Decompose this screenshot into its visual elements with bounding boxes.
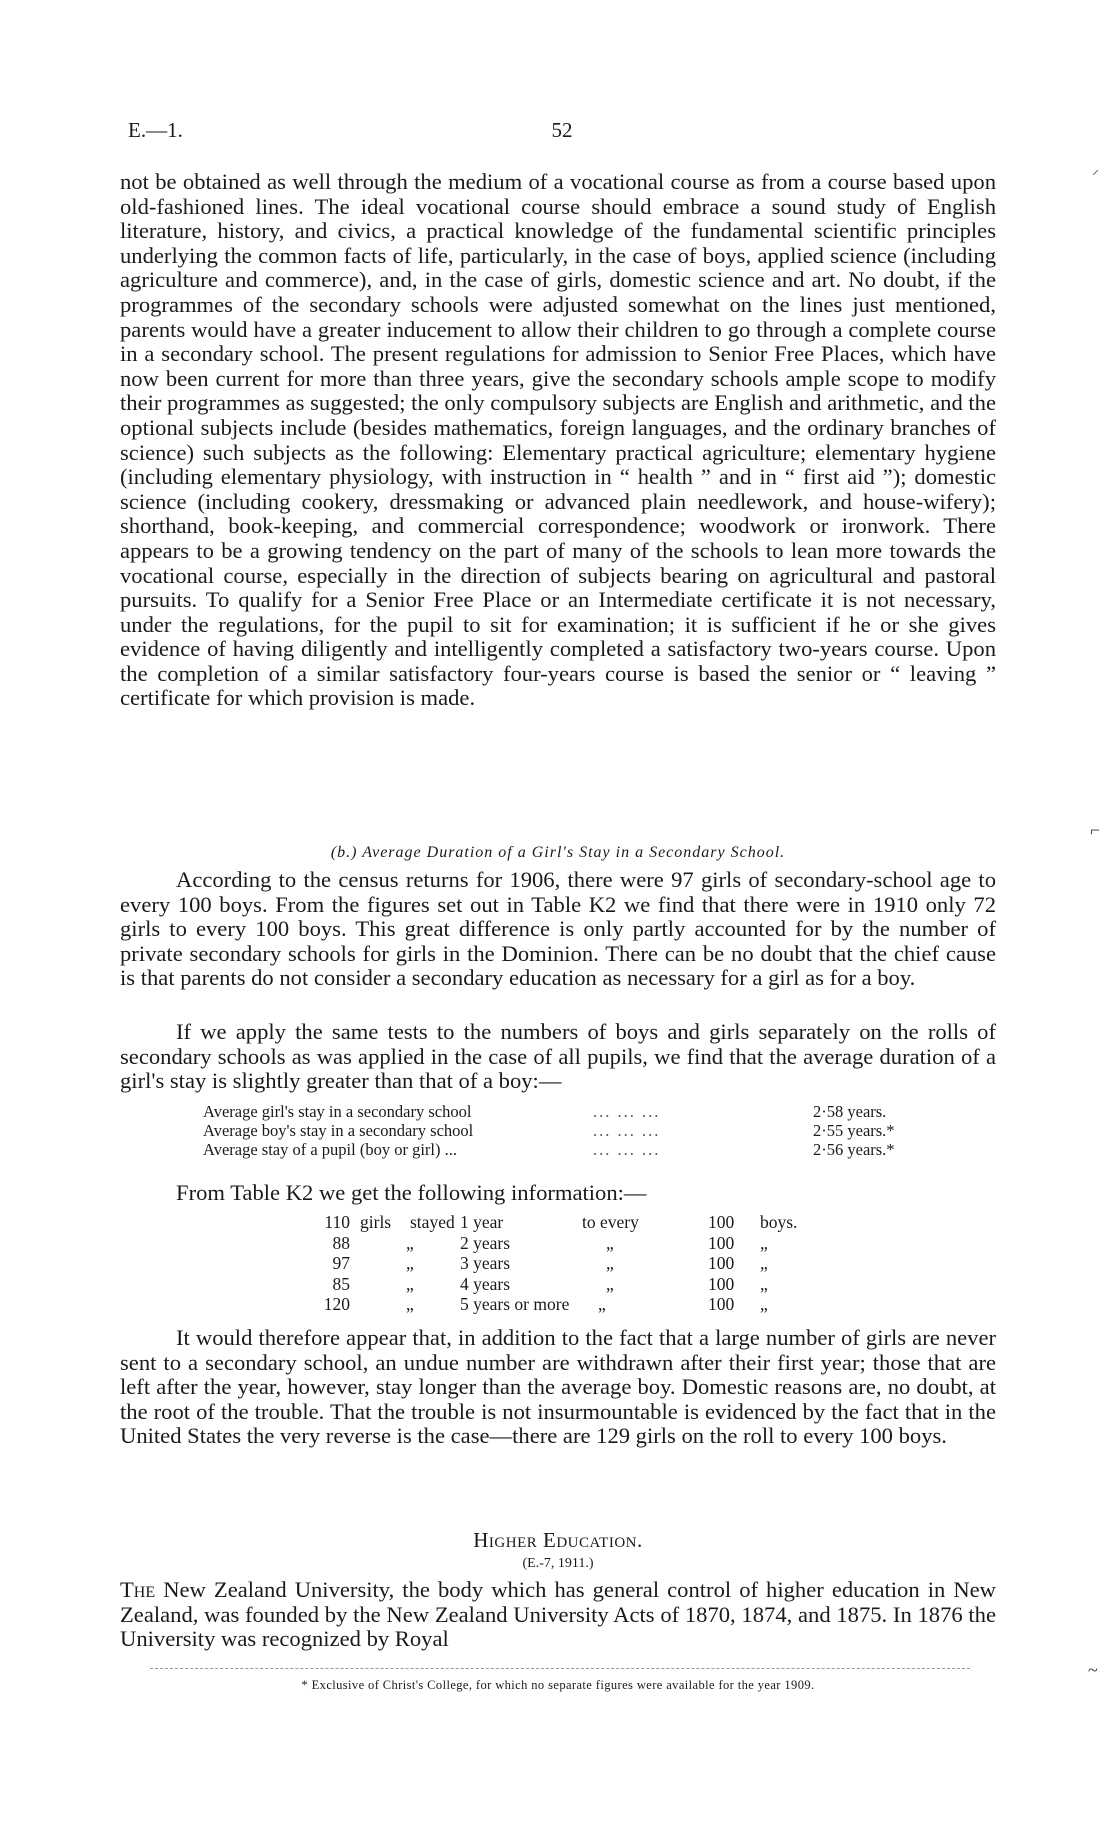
cell-to-every: „ [606, 1232, 614, 1253]
cell-years: 3 years [460, 1253, 511, 1273]
cell-hundred: 100 [708, 1253, 735, 1273]
cell-hundred: 100 [708, 1232, 735, 1253]
girls-per-boys-table [310, 1212, 810, 1315]
document-reference: E.—1. [128, 118, 183, 142]
cell-girls-count: 97 [332, 1253, 350, 1273]
stat-leader-dots: ... ... ... [593, 1102, 661, 1121]
footnote-divider [150, 1668, 970, 1669]
table-row [310, 1294, 810, 1315]
table-row [310, 1233, 810, 1254]
cell-boys: „ [760, 1232, 768, 1253]
cell-to-every: „ [606, 1253, 614, 1273]
cell-years: 2 years [460, 1232, 511, 1253]
paragraph-census [120, 868, 996, 991]
stat-value: 2·56 years.* [813, 1140, 895, 1159]
cell-hundred: 100 [708, 1212, 735, 1232]
cell-years: 5 years or more [460, 1294, 570, 1314]
paragraph-tests-text: If we apply the same tests to the numbers of boys and girls separately on the rolls of secondary schools as was applied in the case of all pupils, we find that the average duration of a girl's stay is slightly greater than that of a boy:— [120, 1019, 996, 1094]
subheading-girls-stay: (b.) Average Duration of a Girl's Stay in a Secondary School. [330, 844, 786, 861]
table-k2-intro: From Table K2 we get the following information:— [176, 1180, 647, 1205]
stat-row [203, 1102, 943, 1121]
section-title: Higher Education. [473, 1528, 643, 1552]
cell-stayed: „ [406, 1232, 414, 1253]
table-row [310, 1253, 810, 1274]
cell-years: 1 year [460, 1212, 504, 1232]
cell-girls-count: 110 [324, 1212, 350, 1232]
margin-mark: ~ [1088, 1660, 1098, 1680]
stat-label: Average boy's stay in a secondary school [203, 1121, 474, 1140]
cell-girls-count: 120 [323, 1294, 350, 1314]
cell-stayed: „ [406, 1253, 414, 1273]
paragraph-university [120, 1578, 996, 1652]
cell-years: 4 years [460, 1273, 511, 1294]
cell-stayed: „ [406, 1294, 414, 1314]
cell-to-every: to every [582, 1212, 639, 1232]
cell-boys: boys. [760, 1212, 798, 1232]
stat-leader-dots: ... ... ... [593, 1121, 661, 1140]
cell-stayed: stayed [410, 1212, 455, 1232]
stat-label: Average stay of a pupil (boy or girl) ... [203, 1140, 457, 1159]
cell-girls-word: girls [360, 1212, 392, 1232]
cell-boys: „ [760, 1273, 768, 1294]
paragraph-conclusion [120, 1326, 996, 1449]
section-reference: (E.-7, 1911.) [522, 1556, 594, 1571]
cell-boys: „ [760, 1253, 768, 1273]
paragraph-vocational-course: not be obtained as well through the medium of a vocational course as from a course based upon old-fashioned lines. The ideal vocational course should embrace a sound study of English literature, history, and civics, a practical knowledge of the fundamental scientific principles underlying the common facts of life, particularly, in the case of boys, applied science (including agriculture and commerce), and, in the case of girls, domestic science and art. No doubt, if the programmes of the secondary schools were adjusted somewhat on the lines just mentioned, parents would have a greater inducement to allow their children to go through a complete course in a secondary school. The present regulations for admission to Senior Free Places, which have now been current for more than three years, give the secondary schools ample scope to modify their programmes as suggested; the only compulsory subjects are English and arithmetic, and the optional subjects include (besides mathematics, foreign languages, and the ordinary branches of science) such subjects as the following: Elementary practical agriculture; elementary hygiene (including elementary physiology, with instruction in “ health ” and in “ first aid ”); domestic science (including cookery, dressmaking or advanced plain needlework, and house-wifery); shorthand, book-keeping, and commercial correspondence; woodwork or ironwork. There appears to be a growing tendency on the part of many of the schools to lean more towards the vocational course, especially in the direction of subjects bearing on agricultural and pastoral pursuits. To qualify for a Senior Free Place or an Intermediate certificate it is not necessary, under the regulations, for the pupil to sit for examination; it is sufficient if he or she gives evidence of having diligently and intelligently completed a satisfactory two-years course. Upon the completion of a similar satisfactory four-years course is based the senior or “ leaving ” certificate for which provision is made. [120, 169, 996, 711]
stat-leader-dots: ... ... ... [593, 1140, 661, 1159]
paragraph-lead-word: The [120, 1577, 156, 1602]
stat-value: 2·58 years. [813, 1102, 887, 1121]
page-number: 52 [551, 118, 573, 142]
paragraph-tests [120, 1020, 996, 1094]
cell-girls-count: 85 [332, 1273, 350, 1294]
table-row [310, 1212, 810, 1233]
cell-stayed: „ [406, 1273, 414, 1294]
stat-value: 2·55 years.* [813, 1121, 895, 1140]
cell-to-every: „ [606, 1273, 614, 1294]
paragraph-census-text: According to the census returns for 1906, there were 97 girls of secondary-school age to every 100 boys. From the figures set out in Table K2 we find that there were in 1910 only 72 girls to every 100 boys. This great difference is only partly accounted for by the number of private secondary schools for girls in the Dominion. There can be no doubt that the chief cause is that parents do not consider a secondary education as necessary for a girl as for a boy. [120, 867, 996, 991]
average-stay-table [203, 1102, 943, 1159]
margin-mark: ⌐ [1090, 820, 1101, 840]
page-header [128, 118, 996, 148]
margin-mark: ⸝ [1092, 163, 1099, 178]
table-row [310, 1274, 810, 1295]
cell-to-every: „ [598, 1294, 606, 1314]
cell-girls-count: 88 [332, 1232, 350, 1253]
cell-hundred: 100 [708, 1273, 735, 1294]
paragraph-conclusion-text: It would therefore appear that, in addition to the fact that a large number of girls are never sent to a secondary school, an undue number are withdrawn after their first year; those that are left after the year, however, stay longer than the average boy. Domestic reasons are, no doubt, at the root of the trouble. That the trouble is not insurmountable is evidenced by the fact that in the United States the very reverse is the case—there are 129 girls on the roll to every 100 boys. [120, 1325, 996, 1449]
footnote: * Exclusive of Christ's College, for which no separate figures were available for the year 1909. [301, 1678, 815, 1692]
stat-row [203, 1121, 943, 1140]
cell-hundred: 100 [708, 1294, 735, 1314]
paragraph-university-text: New Zealand University, the body which has general control of higher education in New Zealand, was founded by the New Zealand University Acts of 1870, 1874, and 1875. In 1876 the University was recognized by Royal [120, 1577, 996, 1652]
cell-boys: „ [760, 1294, 768, 1314]
stat-row [203, 1140, 943, 1159]
stat-label: Average girl's stay in a secondary school [203, 1102, 472, 1121]
